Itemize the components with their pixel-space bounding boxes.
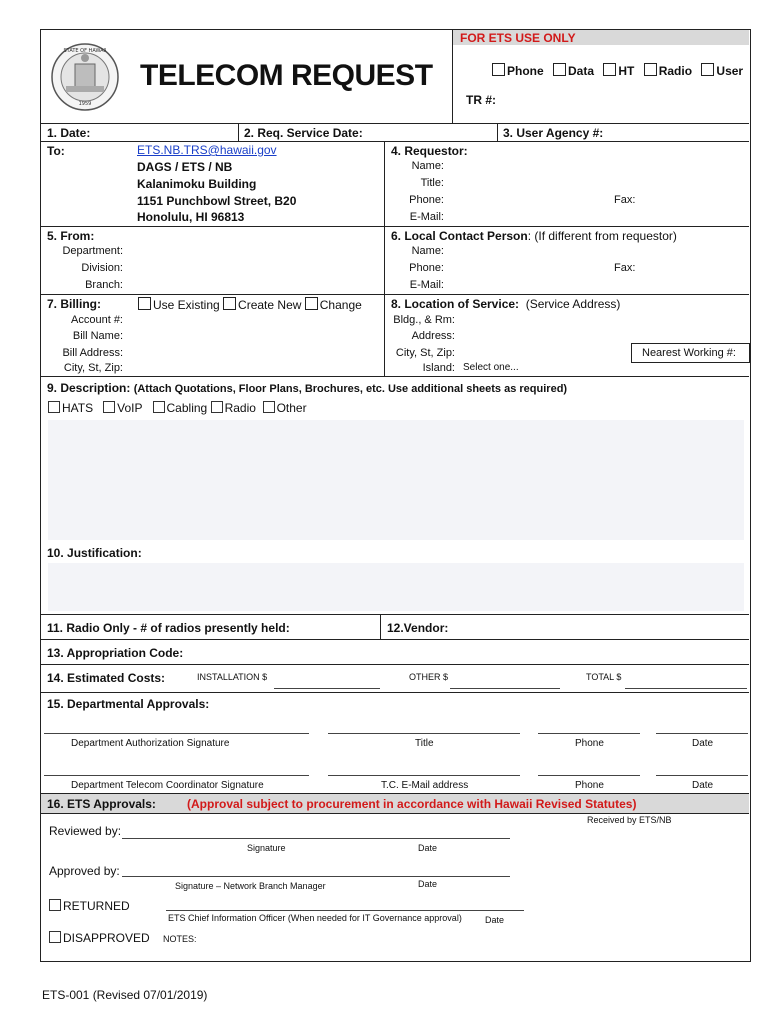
form-revision-footer: ETS-001 (Revised 07/01/2019)	[42, 988, 208, 1002]
returned-checkbox[interactable]: RETURNED	[49, 899, 130, 913]
date-label: 1. Date:	[47, 126, 91, 140]
tc-date-line[interactable]	[656, 775, 748, 776]
address-label: Address:	[411, 330, 455, 342]
user-checkbox[interactable]: User	[701, 64, 743, 78]
requestor-fax-label: Fax:	[614, 194, 636, 206]
manager-signature-label: Signature – Network Branch Manager	[175, 881, 326, 891]
total-cost-label: TOTAL $	[586, 672, 622, 682]
contact-name-label: Name:	[411, 245, 444, 257]
description-heading: 9. Description: (Attach Quotations, Floor Plans, Brochures, etc. Use additional sheets as required)	[47, 381, 568, 395]
cio-label: ETS Chief Information Officer (When needed for IT Governance approval)	[168, 913, 462, 923]
department-label: Department:	[62, 245, 123, 257]
justification-field[interactable]	[48, 563, 744, 611]
bill-name-label: Bill Name:	[72, 330, 123, 342]
cio-line[interactable]	[166, 910, 524, 911]
telecom-coord-signature-line[interactable]	[44, 775, 309, 776]
account-label: Account #:	[71, 314, 123, 326]
create-new-checkbox[interactable]: Create New	[223, 298, 301, 312]
ets-approvals-heading: 16. ETS Approvals:	[47, 797, 156, 811]
requestor-title-label: Title:	[420, 177, 444, 189]
reviewed-by-line[interactable]	[122, 838, 510, 839]
approved-by-label: Approved by:	[49, 864, 120, 878]
billing-heading: 7. Billing:	[47, 297, 101, 311]
ht-checkbox[interactable]: HT	[603, 64, 634, 78]
island-select[interactable]: Select one...	[463, 362, 519, 373]
radio-checkbox[interactable]: Radio	[644, 64, 692, 78]
voip-checkbox[interactable]: VoIP	[103, 401, 142, 415]
header-divider	[452, 30, 453, 123]
to-line-1: DAGS / ETS / NB	[137, 160, 233, 174]
tc-date-label: Date	[692, 780, 714, 791]
type-options	[492, 63, 743, 78]
reviewed-signature-label: Signature	[247, 843, 286, 853]
approved-by-line[interactable]	[122, 876, 510, 877]
ets-use-only-label: FOR ETS USE ONLY	[460, 31, 576, 45]
other-cost-label: OTHER $	[409, 672, 449, 682]
tr-number-label: TR #:	[466, 93, 496, 107]
disapproved-checkbox[interactable]: DISAPPROVED	[49, 931, 150, 945]
to-line-4: Honolulu, HI 96813	[137, 210, 245, 224]
billing-options	[138, 297, 362, 312]
tc-phone-label: Phone	[575, 780, 604, 791]
cio-date-label: Date	[485, 915, 505, 925]
bill-city-label: City, St, Zip:	[63, 362, 123, 374]
manager-date-label: Date	[418, 879, 438, 889]
received-by-label: Received by ETS/NB	[587, 815, 672, 825]
bldg-label: Bldg., & Rm:	[393, 314, 455, 326]
radio-option-checkbox[interactable]: Radio	[211, 401, 256, 415]
vendor-label: 12.Vendor:	[387, 621, 449, 635]
estimated-costs-heading: 14. Estimated Costs:	[47, 671, 166, 685]
other-checkbox[interactable]: Other	[263, 401, 307, 415]
requestor-email-label: E-Mail:	[409, 211, 444, 223]
nearest-working-label: Nearest Working #:	[642, 347, 736, 359]
dept-auth-date-label: Date	[692, 738, 714, 749]
dept-auth-date-line[interactable]	[656, 733, 748, 734]
justification-heading: 10. Justification:	[47, 546, 142, 560]
installation-field[interactable]	[274, 688, 380, 689]
cabling-checkbox[interactable]: Cabling	[153, 401, 208, 415]
ets-approvals-note: (Approval subject to procurement in accordance with Hawaii Revised Statutes)	[187, 797, 637, 811]
req-service-date-label: 2. Req. Service Date:	[244, 126, 363, 140]
branch-label: Branch:	[85, 279, 123, 291]
contact-phone-label: Phone:	[409, 262, 444, 274]
requestor-phone-label: Phone:	[409, 194, 444, 206]
installation-label: INSTALLATION $	[197, 672, 268, 682]
to-email-link[interactable]: ETS.NB.TRS@hawaii.gov	[137, 143, 277, 157]
radio-only-label: 11. Radio Only - # of radios presently held:	[47, 621, 290, 635]
tc-email-line[interactable]	[328, 775, 520, 776]
appropriation-label: 13. Appropriation Code:	[47, 646, 184, 660]
location-city-label: City, St, Zip:	[395, 347, 455, 359]
svg-text:STATE OF HAWAII: STATE OF HAWAII	[63, 48, 107, 54]
to-line-3: 1151 Punchbowl Street, B20	[137, 194, 297, 208]
dept-auth-title-line[interactable]	[328, 733, 520, 734]
dept-auth-phone-line[interactable]	[538, 733, 640, 734]
contact-email-label: E-Mail:	[409, 279, 444, 291]
requestor-name-label: Name:	[411, 160, 444, 172]
to-line-2: Kalanimoku Building	[137, 177, 257, 191]
telecom-coord-signature-label: Department Telecom Coordinator Signature	[71, 780, 264, 791]
reviewed-date-label: Date	[418, 843, 438, 853]
location-heading: 8. Location of Service: (Service Address)	[391, 297, 621, 311]
hats-checkbox[interactable]: HATS	[48, 401, 93, 415]
other-cost-field[interactable]	[450, 688, 560, 689]
tc-phone-line[interactable]	[538, 775, 640, 776]
division-label: Division:	[81, 262, 123, 274]
change-checkbox[interactable]: Change	[305, 298, 362, 312]
description-field[interactable]	[48, 420, 744, 540]
bill-address-label: Bill Address:	[62, 347, 123, 359]
dept-approvals-heading: 15. Departmental Approvals:	[47, 697, 210, 711]
page-title: TELECOM REQUEST	[140, 59, 433, 92]
dept-auth-phone-label: Phone	[575, 738, 604, 749]
dept-auth-signature-line[interactable]	[44, 733, 309, 734]
to-label: To:	[47, 144, 65, 158]
local-contact-heading: 6. Local Contact Person: (If different from requestor)	[391, 229, 677, 243]
contact-fax-label: Fax:	[614, 262, 636, 274]
user-agency-label: 3. User Agency #:	[503, 126, 604, 140]
from-heading: 5. From:	[47, 229, 95, 243]
total-cost-field[interactable]	[625, 688, 747, 689]
svg-text:1959: 1959	[78, 101, 92, 107]
dept-auth-title-label: Title	[415, 738, 434, 749]
hawaii-state-seal-icon	[50, 42, 120, 112]
use-existing-checkbox[interactable]: Use Existing	[138, 298, 220, 312]
description-options	[48, 401, 307, 415]
data-checkbox[interactable]: Data	[553, 64, 594, 78]
notes-label: NOTES:	[163, 934, 197, 944]
island-label: Island:	[422, 362, 455, 374]
reviewed-by-label: Reviewed by:	[49, 824, 122, 838]
phone-checkbox[interactable]: Phone	[492, 64, 544, 78]
dept-auth-signature-label: Department Authorization Signature	[71, 738, 230, 749]
tc-email-label: T.C. E-Mail address	[381, 780, 469, 791]
requestor-heading: 4. Requestor:	[391, 144, 468, 158]
